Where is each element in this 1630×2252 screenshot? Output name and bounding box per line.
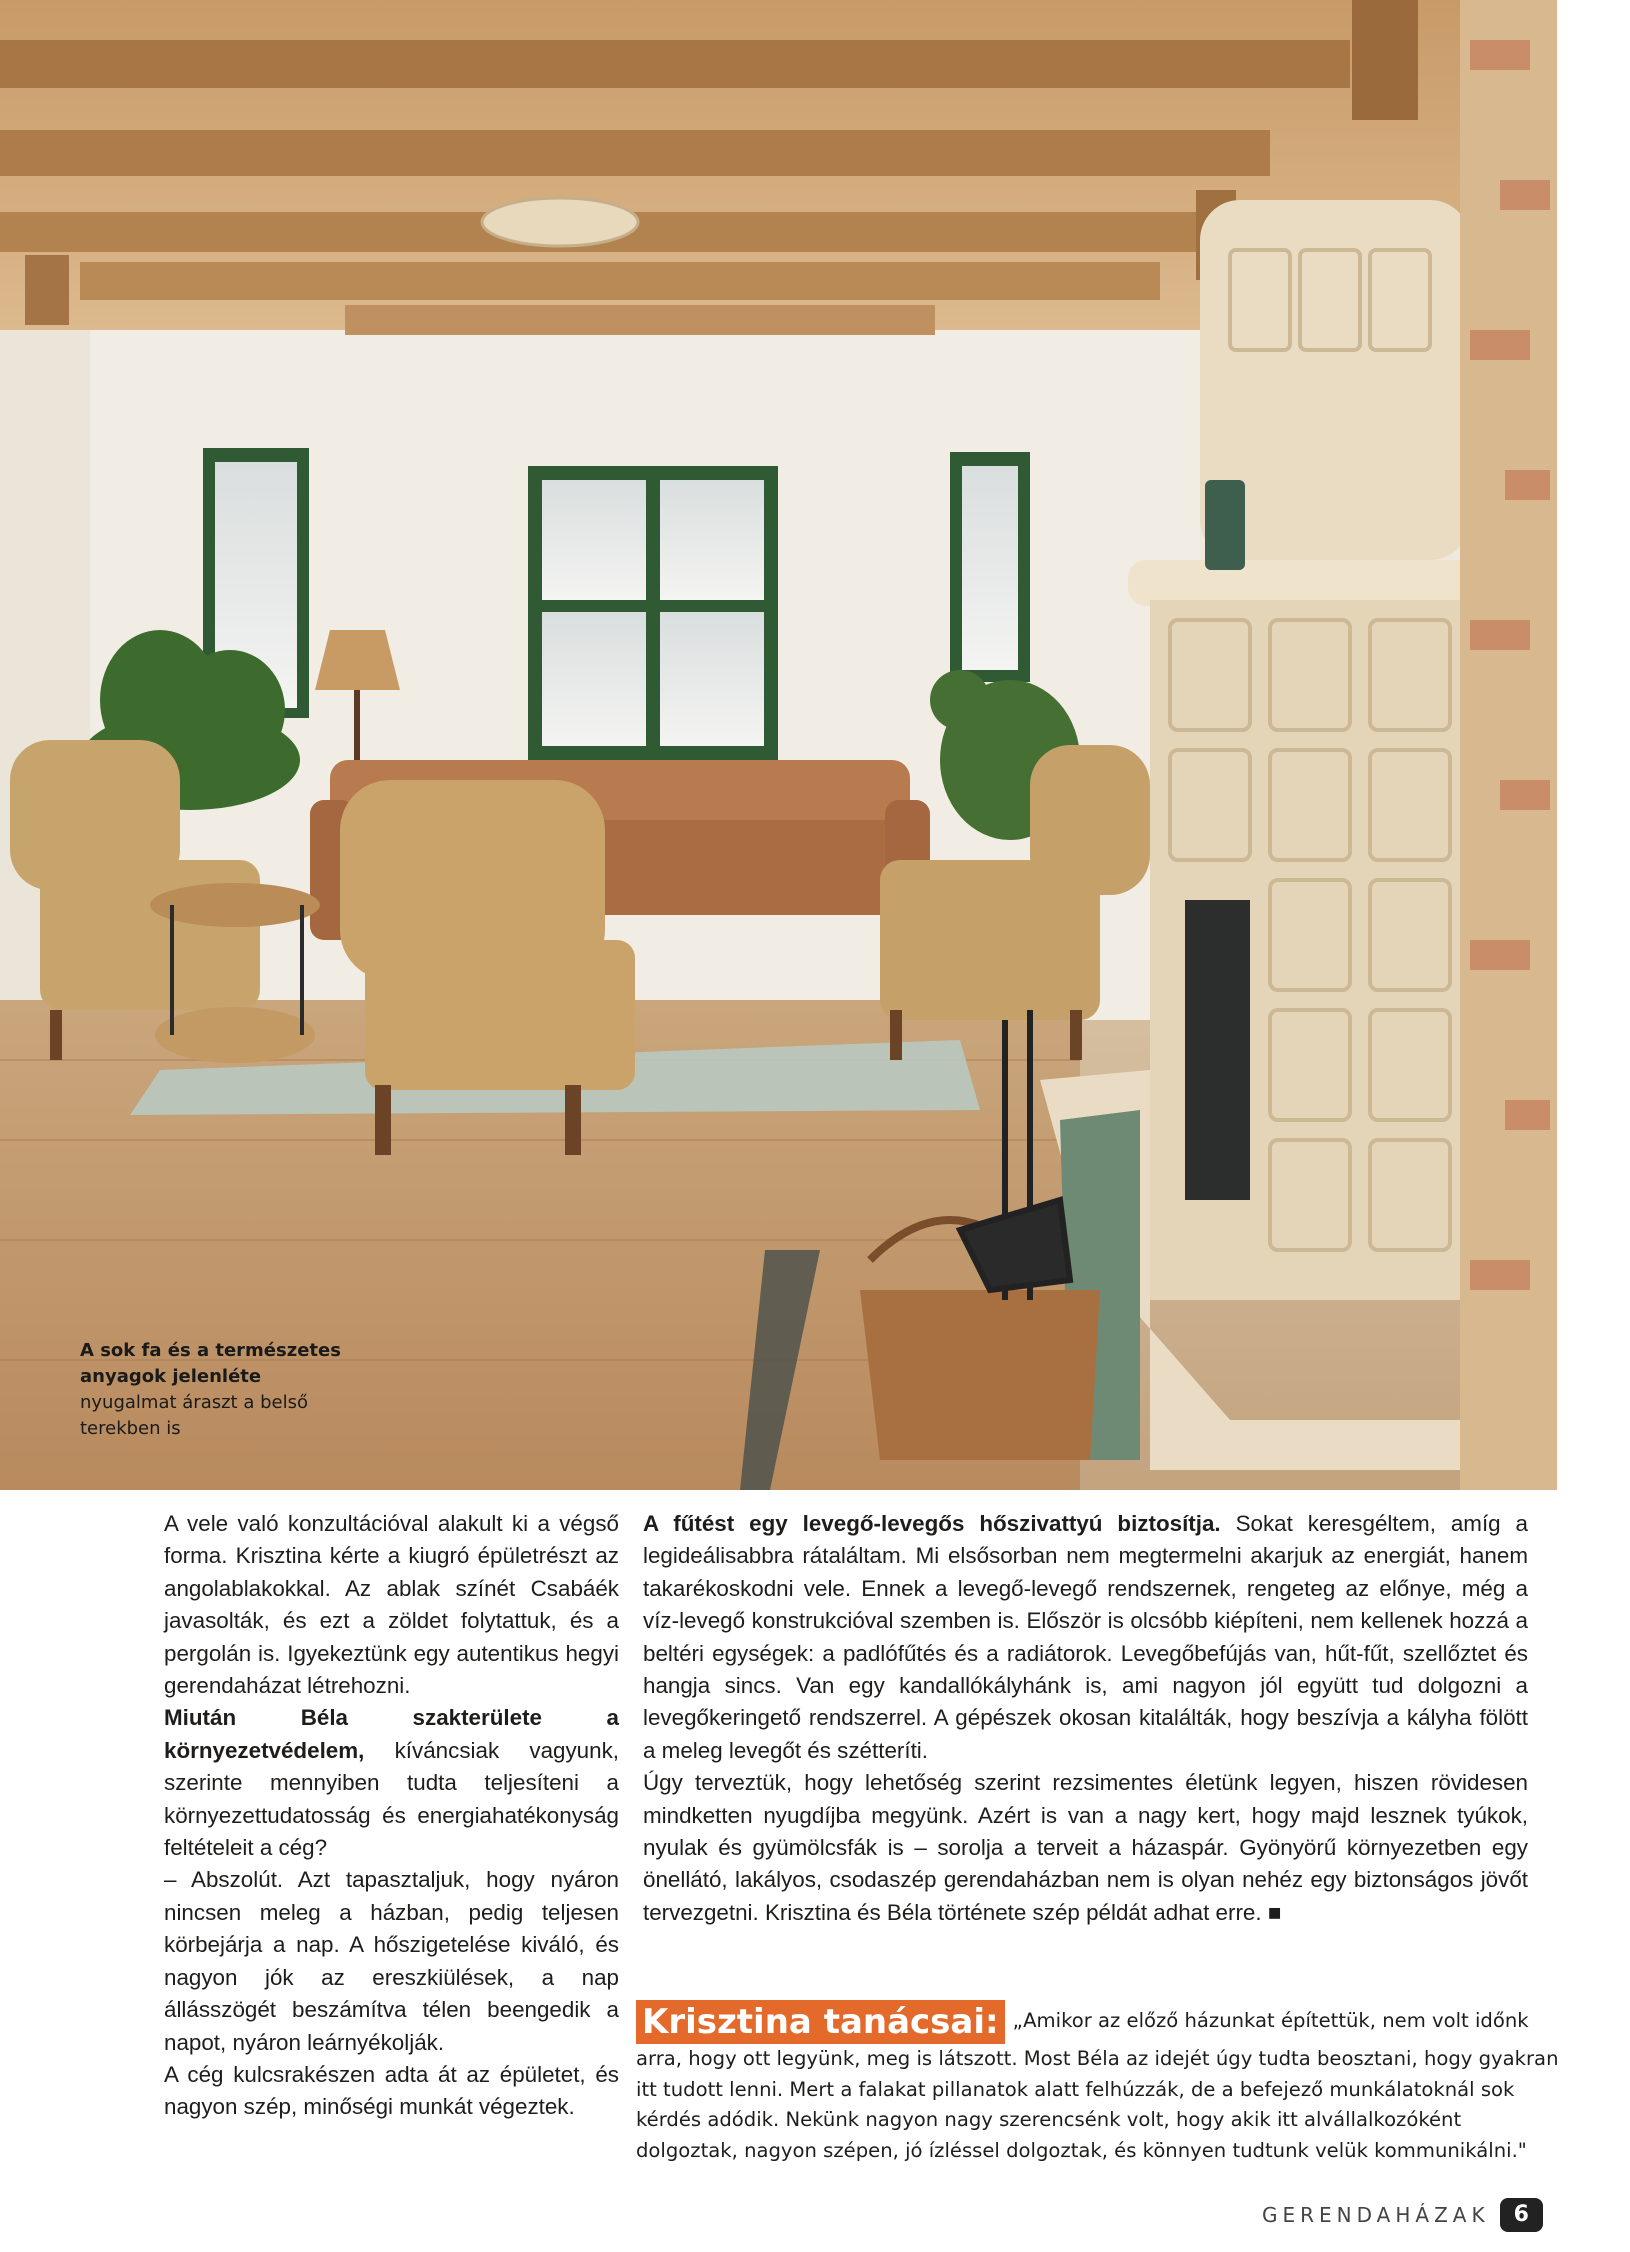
caption-text: nyugalmat áraszt a belső terekben is [80,1392,308,1439]
question-text: kíváncsiak vagyunk, szerinte mennyiben tudta teljesíteni a környezettudatosság és energiahatékonyság feltételeit a cég? [164,1737,619,1861]
ceiling-lamp [482,198,638,246]
question-paragraph [164,1702,619,1864]
beam-end [1352,0,1418,120]
paragraph: Úgy terveztük, hogy lehetőség szerint rezsimentes életünk legyen, hiszen rövidesen mindketten nyugdíjba megyünk. Azért is van a nagy kert, hogy majd lesznek tyúkok, nyulak és gyümölcsfák is – sorolja a terveit a házaspár. Gyönyörű környezetben egy önellátó, lakályos, csodaszép gerendaházban nem is olyan nehéz egy biztonságos jövőt tervezgetni. Krisztina és Béla története szép példát adhat erre. ■ [643,1770,1528,1925]
question-bold: Miután Béla szakterülete a környezetvédelem, [164,1705,619,1763]
paragraph: – Abszolút. Azt tapasztaljuk, hogy nyáron nincsen meleg a házban, pedig teljesen körbejárja a nap. A hőszigetelése kiváló, és nagyon jók az ereszkiülések, a nap állásszögét beszámítva télen beengedik a napot, nyáron leárnyékolják. [164,1867,619,2055]
window-center [528,466,778,760]
lead-text: Sokat keresgéltem, amíg a legideálisabbra rátaláltam. Mi elsősorban nem megtermelni akarjuk az energiát, hanem takarékoskodni vele. Ennek a levegő-levegő rendszernek, rengeteg az előnye, még a víz-levegő konstrukcióval szemben is. Először is olcsóbb kiépíteni, nem kellenek hozzá a beltéri egységek: a padlófűtés és a radiátorok. Levegőbefújás van, hűt-fűt, szellőztet és hangja sincs. Van egy kandallókályhánk is, ami nagyon jól együtt tud dolgozni a levegőkeringető rendszerrel. A gépészek okosan kitalálták, hogy beszívja a kályha fölött a meleg levegőt és szétteríti. [643,1511,1528,1763]
beam-end [25,255,69,325]
page-number: 6 [1500,2198,1543,2232]
magazine-name: GERENDAHÁZAK [1262,2203,1490,2227]
paragraph: A cég kulcsrakészen adta át az épületet, és nagyon szép, minőségi munkát végeztek. [164,2061,619,2120]
caption-bold: A sok fa és a természetes anyagok jelenléte [80,1340,341,1387]
article-column-2 [643,1508,1528,1929]
tips-title: Krisztina tanácsai: [636,2000,1005,2044]
vase [1205,480,1245,570]
lead-bold: A fűtést egy levegő-levegős hőszivattyú biztosítja. [643,1511,1221,1536]
ceiling-beam [0,40,1350,88]
photo-caption [80,1338,370,1442]
page-footer [1262,2198,1543,2232]
lead-paragraph [643,1508,1528,1767]
article-column-1 [164,1508,619,2124]
tips-box [636,2000,1566,2166]
brick-wall [1460,0,1557,1490]
tips-text: „Amikor az előző házunkat építettük, nem volt időnk arra, hogy ott legyünk, meg is látszott. Most Béla az idejét úgy tudta beosztani, hogy gyakran itt tudott lenni. Mert a falakat pillanatok alatt felhúzzák, de a befejező munkálatoknál sok kérdés adódik. Nekünk nagyon nagy szerencsénk volt, hogy akik itt alvállalkozóként dolgoztak, nagyon szépen, jó ízléssel dolgoztak, és könnyen tudtunk velük kommunikálni." [636,2009,1559,2162]
paragraph: A vele való konzultációval alakult ki a végső forma. Krisztina kérte a kiugró épületrészt az angolablakokkal. Az ablak színét Csabáék javasolták, és ezt a zöldet folytattuk, és a pergolán is. Igyekeztünk egy autentikus hegyi gerendaházat létrehozni. [164,1511,619,1699]
stove-firebox [1185,900,1250,1200]
ceiling-beam [80,262,1160,300]
window-right [950,452,1030,682]
ceiling-beam [345,305,935,335]
ceiling-beam [0,130,1270,176]
